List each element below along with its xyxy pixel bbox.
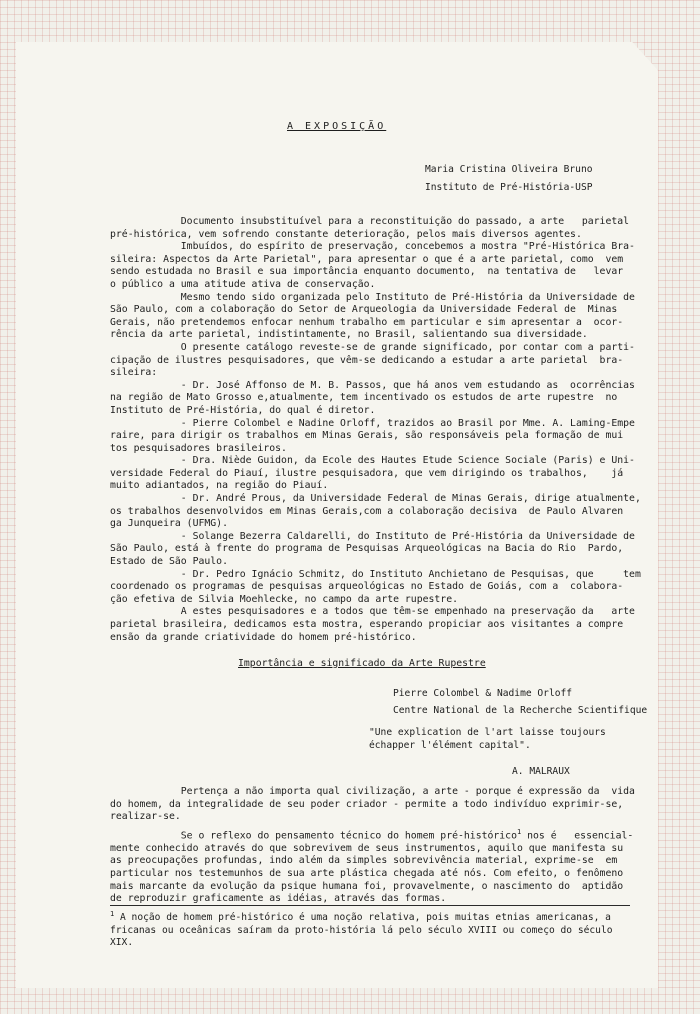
body-text bbox=[110, 216, 641, 644]
section-author-names: Pierre Colombel & Nadime Orloff bbox=[393, 688, 573, 699]
quote-author: A. MALRAUX bbox=[512, 766, 570, 777]
text-line: ção efetiva de Silvia Moehlecke, no campo da arte rupestre. bbox=[110, 593, 458, 605]
text-line: raire, para dirigir os trabalhos em Minas Gerais, são responsáveis pela formação de mui bbox=[110, 430, 624, 442]
text-line: pré-histórica, vem sofrendo constante deterioração, pelos mais diversos agentes. bbox=[110, 228, 582, 240]
text-line: mais marcante da evolução da psique humana foi, provavelmente, o nascimento do aptidão bbox=[110, 880, 624, 892]
document-title: A EXPOSIÇÃO bbox=[287, 121, 387, 132]
text-line: sendo estudada no Brasil e sua importância enquanto documento, na tentativa de levar bbox=[110, 266, 624, 278]
paragraph-line: Se o reflexo do pensamento técnico do homem pré-histórico bbox=[110, 830, 517, 842]
text-line: realizar-se. bbox=[110, 811, 181, 823]
footnote-divider bbox=[110, 905, 630, 906]
text-line: São Paulo, com a colaboração do Setor de Arqueologia da Universidade Federal de Minas bbox=[110, 304, 618, 316]
text-line: Mesmo tendo sido organizada pelo Instituto de Pré-História da Universidade de bbox=[110, 291, 635, 303]
author-institution: Instituto de Pré-História-USP bbox=[425, 182, 593, 193]
section-title: Importância e significado da Arte Rupestre bbox=[238, 658, 486, 669]
section-paragraph bbox=[110, 786, 635, 824]
text-line: na região de Mato Grosso e,atualmente, tem incentivado os estudos de arte rupestre no bbox=[110, 392, 618, 404]
text-line: particular nos testemunhos de sua arte plástica chegada até nós. Com efeito, o fenômeno bbox=[110, 868, 624, 880]
epigraph-quote bbox=[369, 726, 606, 752]
text-line: Gerais, não pretendemos enfocar nenhum trabalho em particular e sim apresentar a ocor- bbox=[110, 316, 624, 328]
text-line: os trabalhos desenvolvidos em Minas Gerais,com a colaboração decisiva de Paulo Alvaren bbox=[110, 505, 624, 517]
footnote-mark: 1 bbox=[110, 910, 115, 918]
text-line: parietal brasileira, dedicamos esta mostra, esperando propiciar aos visitantes a compre bbox=[110, 619, 624, 630]
text-line: de reproduzir graficamente as idéias, através das formas. bbox=[110, 893, 447, 905]
text-line: ensão da grande criatividade do homem pré-histórico. bbox=[110, 631, 417, 643]
text-line: do homem, da integralidade de seu poder criador - permite a todo indivíduo exprimir-se, bbox=[110, 798, 624, 810]
text-line: Estado de São Paulo. bbox=[110, 556, 228, 568]
text-line: sileira: bbox=[110, 367, 158, 379]
footnote bbox=[110, 908, 613, 950]
text-line: versidade Federal do Piauí, ilustre pesquisadora, que vem dirigindo os trabalhos, já bbox=[110, 467, 624, 479]
text-line: Documento insubstituível para a reconstituição do passado, a arte parietal bbox=[110, 216, 630, 227]
text-line: - Dr. André Prous, da Universidade Federal de Minas Gerais, dirige atualmente, bbox=[110, 493, 641, 505]
text-line: muito adiantados, na região do Piauí. bbox=[110, 480, 329, 492]
text-line: A estes pesquisadores e a todos que têm-se empenhado na preservação da arte bbox=[110, 606, 635, 618]
text-line: ga Junqueira (UFMG). bbox=[110, 518, 228, 530]
section-author-institution: Centre National de la Recherche Scientifique bbox=[393, 705, 648, 716]
text-line: - Dr. José Affonso de M. B. Passos, que há anos vem estudando as ocorrências bbox=[110, 379, 635, 391]
text-line: Instituto de Pré-História, do qual é diretor. bbox=[110, 404, 376, 416]
text-line: sileira: Aspectos da Arte Parietal", para apresentar o que é a arte parietal, como vem bbox=[110, 253, 624, 265]
text-line: O presente catálogo reveste-se de grande significado, por contar com a parti- bbox=[110, 341, 635, 353]
text-line: - Dra. Niède Guidon, da Ecole des Hautes Etude Science Sociale (Paris) e Uni- bbox=[110, 455, 635, 467]
paragraph-line: nos é essencial- bbox=[521, 830, 634, 842]
author-name: Maria Cristina Oliveira Bruno bbox=[425, 164, 593, 175]
text-line: mente conhecido através do que sobrevivem de seus instrumentos, aquilo que manifesta su bbox=[110, 842, 624, 854]
text-line: - Dr. Pedro Ignácio Schmitz, do Instituto Anchietano de Pesquisas, que tem bbox=[110, 568, 641, 580]
text-line: Pertença a não importa qual civilização, a arte - porque é expressão da vida bbox=[110, 786, 635, 797]
footnote-reference: 1 bbox=[516, 828, 522, 836]
quote-line: échapper l'élément capital". bbox=[369, 740, 531, 751]
footnote-line: XIX. bbox=[110, 937, 134, 949]
text-line: - Pierre Colombel e Nadine Orloff, trazidos ao Brasil por Mme. A. Laming-Empe bbox=[110, 417, 635, 429]
author-byline bbox=[425, 161, 593, 197]
text-line: São Paulo, está à frente do programa de Pesquisas Arqueológicas na Bacia do Rio Pardo, bbox=[110, 543, 624, 555]
text-line: rência da arte parietal, indistintamente, no Brasil, salientando sua diversidade. bbox=[110, 329, 588, 341]
text-line: tos pesquisadores brasileiros. bbox=[110, 442, 287, 454]
footnote-line: A noção de homem pré-histórico é uma noção relativa, pois muitas etnias americanas, a bbox=[114, 912, 611, 924]
quote-line: "Une explication de l'art laisse toujours bbox=[369, 727, 606, 738]
section-authors bbox=[393, 685, 647, 719]
text-line: - Solange Bezerra Caldarelli, do Instituto de Pré-História da Universidade de bbox=[110, 530, 635, 542]
paragraph-lines bbox=[110, 843, 623, 904]
footnote-line: fricanas ou oceânicas saíram da proto-história lá pelo século XVIII ou começo do século bbox=[110, 924, 613, 936]
text-line: as preocupações profundas, indo além da simples sobrevivência material, exprime-se em bbox=[110, 855, 618, 867]
text-line: o público a uma atitude ativa de conservação. bbox=[110, 278, 376, 290]
section-paragraph-2 bbox=[110, 826, 633, 906]
text-line: coordenado os programas de pesquisas arqueológicas no Estado de Goiás, com a colabora- bbox=[110, 581, 624, 593]
text-line: Imbuídos, do espírito de preservação, concebemos a mostra "Pré-Histórica Bra- bbox=[110, 241, 635, 253]
text-line: cipação de ilustres pesquisadores, que vêm-se dedicando a estudar a arte parietal bra- bbox=[110, 354, 624, 366]
